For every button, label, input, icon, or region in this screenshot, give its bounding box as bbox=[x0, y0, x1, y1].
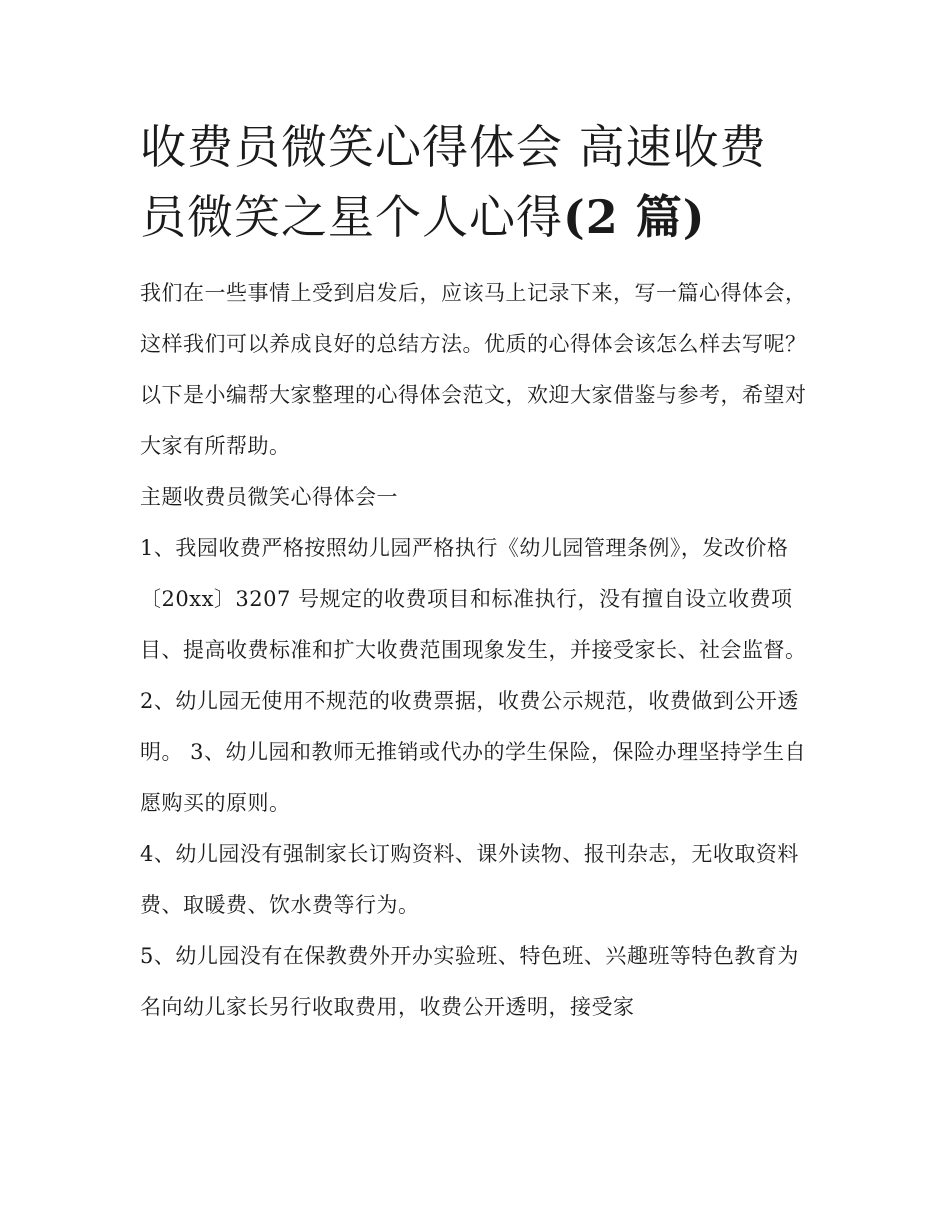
title-line-1: 收费员微笑心得体会 高速收费 bbox=[140, 120, 767, 174]
section-heading: 主题收费员微笑心得体会一 bbox=[140, 485, 398, 509]
list-item: 2、幼儿园无使用不规范的收费票据，收费公示规范，收费做到公开透明。 3、幼儿园和教师无推销或代办的学生保险，保险办理坚持学生自愿购买的原则。 bbox=[140, 689, 807, 815]
list-item: 5、幼儿园没有在保教费外开办实验班、特色班、兴趣班等特色教育为名向幼儿家长另行收取费用，收费公开透明，接受家 bbox=[140, 944, 799, 1019]
list-item: 4、幼儿园没有强制家长订购资料、课外读物、报刊杂志，无收取资料费、取暖费、饮水费等行为。 bbox=[140, 842, 799, 917]
intro-paragraph: 我们在一些事情上受到启发后，应该马上记录下来，写一篇心得体会，这样我们可以养成良好的总结方法。优质的心得体会该怎么样去写呢？以下是小编帮大家整理的心得体会范文，欢迎大家借鉴与参考，希望对大家有所帮助。 bbox=[140, 281, 807, 458]
document-body bbox=[140, 112, 820, 1033]
list-item: 1、我园收费严格按照幼儿园严格执行《幼儿园管理条例》，发改价格〔20xx〕3207 号规定的收费项目和标准执行，没有擅自设立收费项目、提高收费标准和扩大收费范围现象发生，并接受家长、社会监督。 bbox=[140, 536, 807, 662]
document-title bbox=[140, 112, 820, 252]
title-line-2: 员微笑之星个人心得 bbox=[140, 190, 563, 244]
title-article-count: (2 篇) bbox=[563, 190, 706, 244]
